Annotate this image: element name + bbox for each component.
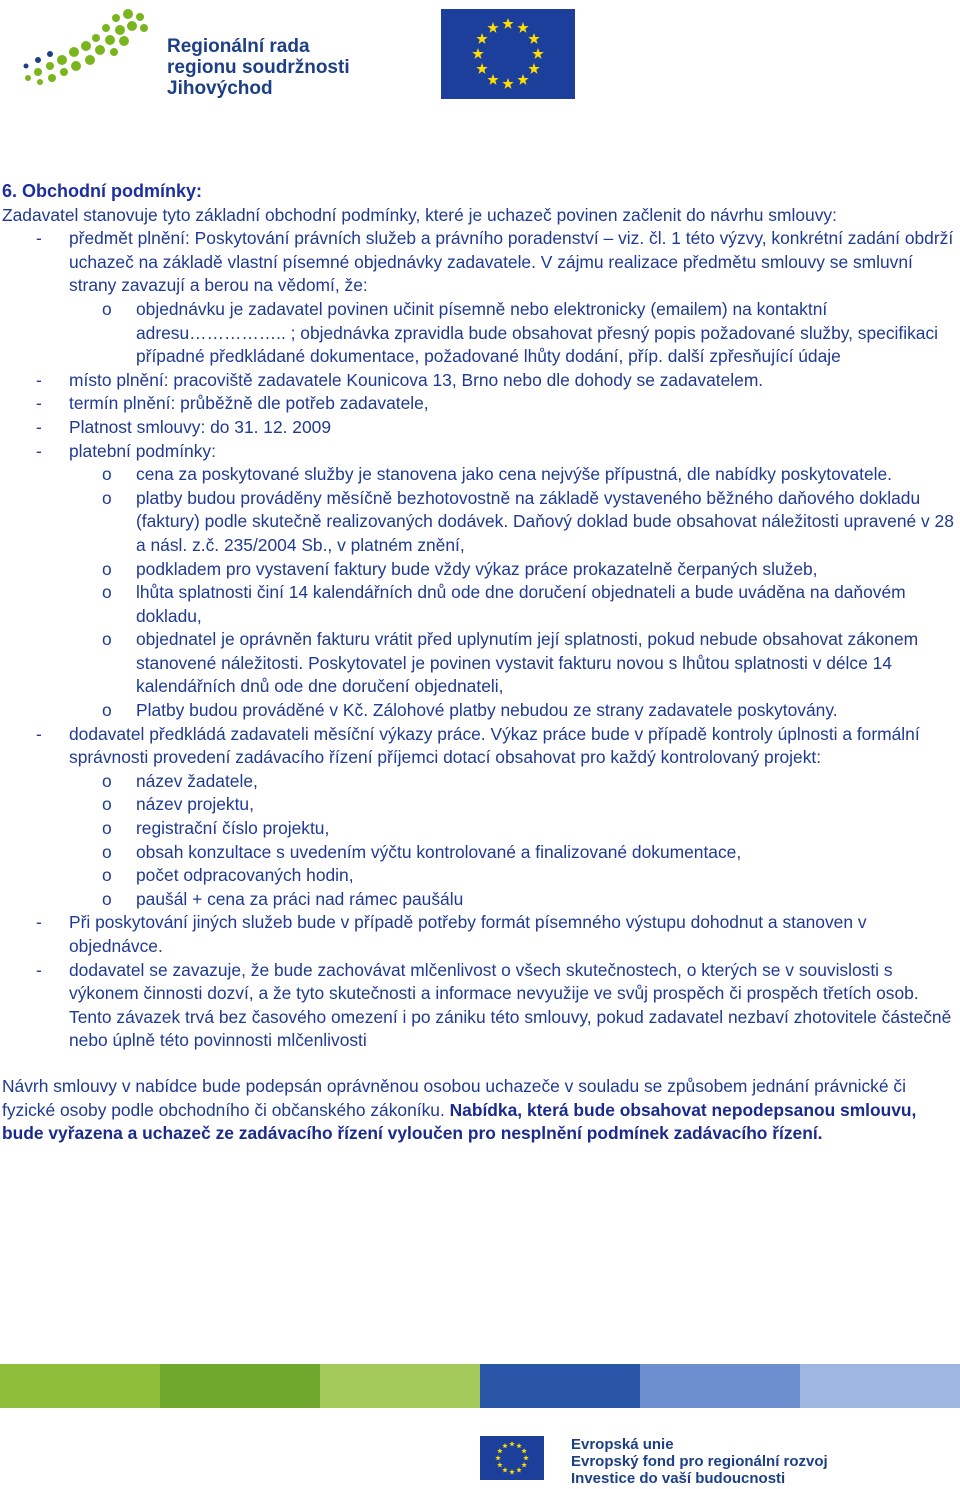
condition-text: dodavatel se zavazuje, že bude zachovávat mlčenlivost o všech skutečnostech, o kterých se v souvislosti s výkonem činnosti dozví, a že tyto skutečnosti a informace nevyužije ve svůj prospěch či prospěch třetích osob. Tento závazek trvá bez časového omezení i po zániku této smlouvy, pokud zadavatel nezbaví zhotovitele částečně nebo úplně této povinnosti mlčenlivosti [69,959,952,1051]
sub-condition-item [2,841,957,865]
dash-marker: - [36,228,42,249]
sub-bullet-marker: o [102,794,112,815]
dash-marker: - [36,959,42,980]
sub-condition-item [2,628,957,699]
condition-item [2,440,957,464]
sub-condition-item [2,793,957,817]
condition-item [2,416,957,440]
condition-text: Platnost smlouvy: do 31. 12. 2009 [69,416,331,437]
footer-color-bar [0,1364,960,1408]
sub-condition-text: obsah konzultace s uvedením výčtu kontrolované a finalizované dokumentace, [136,841,742,862]
sub-bullet-marker: o [102,558,112,579]
closing-bold-text: Nabídka, která bude obsahovat nepodepsanou smlouvu, bude vyřazena a uchazeč ze zadávacího řízení vyloučen pro nesplnění podmínek zadávacího řízení. [2,1099,917,1144]
section-intro: Zadavatel stanovuje tyto základní obchodní podmínky, které je uchazeč povinen začlenit do návrhu smlouvy: [2,204,837,225]
sub-condition-item [2,888,957,912]
sub-condition-item [2,864,957,888]
sub-bullet-marker: o [102,841,112,862]
condition-text: Při poskytování jiných služeb bude v případě potřeby formát písemného výstupu dohodnut a stanoven v objednávce. [69,912,867,956]
sub-condition-text: paušál + cena za práci nad rámec paušálu [136,888,464,909]
sub-condition-text: objednatel je oprávněn fakturu vrátit před uplynutím její splatnosti, pokud nebude obsahovat zákonem stanovené náležitosti. Poskytovatel je povinen vystavit fakturu novou s lhůtou splatnosti v délce 14 kalendářních dnů ode dne doručení objednateli, [136,629,919,697]
sub-condition-text: počet odpracovaných hodin, [136,865,354,886]
footer-eu-text [571,1436,951,1487]
sub-bullet-marker: o [102,487,112,508]
sub-condition-item [2,487,957,558]
condition-item [2,369,957,393]
sub-condition-item [2,463,957,487]
sub-condition-item [2,770,957,794]
sub-condition-text: cena za poskytované služby je stanovena jako cena nejvýše přípustná, dle nabídky poskytovatele. [136,464,892,485]
sub-condition-text: název projektu, [136,794,254,815]
sub-bullet-marker: o [102,888,112,909]
footer-bar-segment [0,1364,160,1408]
sub-condition-text: registrační číslo projektu, [136,818,330,839]
sub-condition-item [2,817,957,841]
sub-condition-item [2,581,957,628]
dash-marker: - [36,416,42,437]
logo-line-3: Jihovýchod [167,78,273,99]
condition-item [2,227,957,298]
regional-council-logo-icon [20,8,160,86]
logo-line-2: regionu soudržnosti [167,57,350,78]
condition-item [2,911,957,958]
regional-council-logo-text [167,36,350,99]
condition-text: termín plnění: průběžně dle potřeb zadavatele, [69,393,429,414]
document-body [2,180,957,1146]
sub-bullet-marker: o [102,464,112,485]
dash-marker: - [36,723,42,744]
sub-bullet-marker: o [102,700,112,721]
dash-marker: - [36,369,42,390]
dash-marker: - [36,912,42,933]
condition-item [2,723,957,770]
footer-bar-segment [320,1364,480,1408]
eu-flag-small-icon [480,1436,544,1480]
sub-condition-item [2,699,957,723]
sub-bullet-marker: o [102,582,112,603]
condition-item [2,392,957,416]
sub-bullet-marker: o [102,770,112,791]
footer-bar-segment [160,1364,320,1408]
closing-paragraph [2,1075,957,1146]
sub-bullet-marker: o [102,865,112,886]
sub-bullet-marker: o [102,818,112,839]
condition-text: předmět plnění: Poskytování právních služeb a právního poradenství – viz. čl. 1 této výzvy, konkrétní zadání obdrží uchazeč na základě vlastní písemné objednávky zadavatele. V zájmu realizace předmětu smlouvy se smluvní strany zavazují a berou na vědomí, že: [69,228,954,296]
condition-text: místo plnění: pracoviště zadavatele Kounicova 13, Brno nebo dle dohody se zadavatelem. [69,369,764,390]
eu-flag-icon [441,9,575,99]
sub-condition-text: podkladem pro vystavení faktury bude vždy výkaz práce prokazatelně čerpaných služeb, [136,558,818,579]
closing-normal-text: Návrh smlouvy v nabídce bude podepsán oprávněnou osobou uchazeče v souladu se způsobem jednání právnické či fyzické osoby podle obchodního či občanského zákoníku. [2,1075,906,1120]
footer-line-1: Evropská unie [571,1436,674,1453]
conditions-list [2,227,957,1053]
sub-condition-text: lhůta splatnosti činí 14 kalendářních dnů ode dne doručení objednateli a bude uváděna na daňovém dokladu, [136,582,906,626]
footer-bar-segment [480,1364,640,1408]
sub-condition-text: objednávku je zadavatel povinen učinit písemně nebo elektronicky (emailem) na kontaktní adresu…………….. ; objednávka zpravidla bude obsahovat přesný popis požadované služby, specifikaci případné předkládané dokumentace, požadované lhůty dodání, příp. další zpřesňující údaje [136,298,939,367]
dash-marker: - [36,440,42,461]
footer-bar-segment [640,1364,800,1408]
logo-line-1: Regionální rada [167,36,310,57]
dash-marker: - [36,393,42,414]
sub-condition-text: název žadatele, [136,770,258,791]
condition-item [2,959,957,1053]
sub-condition-item [2,298,957,369]
condition-text: dodavatel předkládá zadavateli měsíční výkazy práce. Výkaz práce bude v případě kontroly úplnosti a formální správnosti provedení zadávacího řízení příjemci dotací obsahovat pro každý kontrolovaný projekt: [69,723,920,768]
sub-condition-text: Platby budou prováděné v Kč. Zálohové platby nebudou ze strany zadavatele poskytovány. [136,700,838,721]
footer-line-3: Investice do vaší budoucnosti [571,1470,786,1487]
footer-line-2: Evropský fond pro regionální rozvoj [571,1453,828,1470]
sub-condition-item [2,558,957,582]
sub-bullet-marker: o [102,629,112,650]
condition-text: platební podmínky: [69,440,216,461]
section-heading: 6. Obchodní podmínky: [2,181,203,201]
sub-bullet-marker: o [102,298,112,319]
page-header [0,0,960,110]
footer-bar-segment [800,1364,960,1408]
sub-condition-text: platby budou prováděny měsíčně bezhotovostně na základě vystaveného běžného daňového dokladu (faktury) podle skutečně realizovaných dodávek. Daňový doklad bude obsahovat náležitosti upravené v 28 a násl. z.č. 235/2004 Sb., v platném znění, [136,487,954,555]
